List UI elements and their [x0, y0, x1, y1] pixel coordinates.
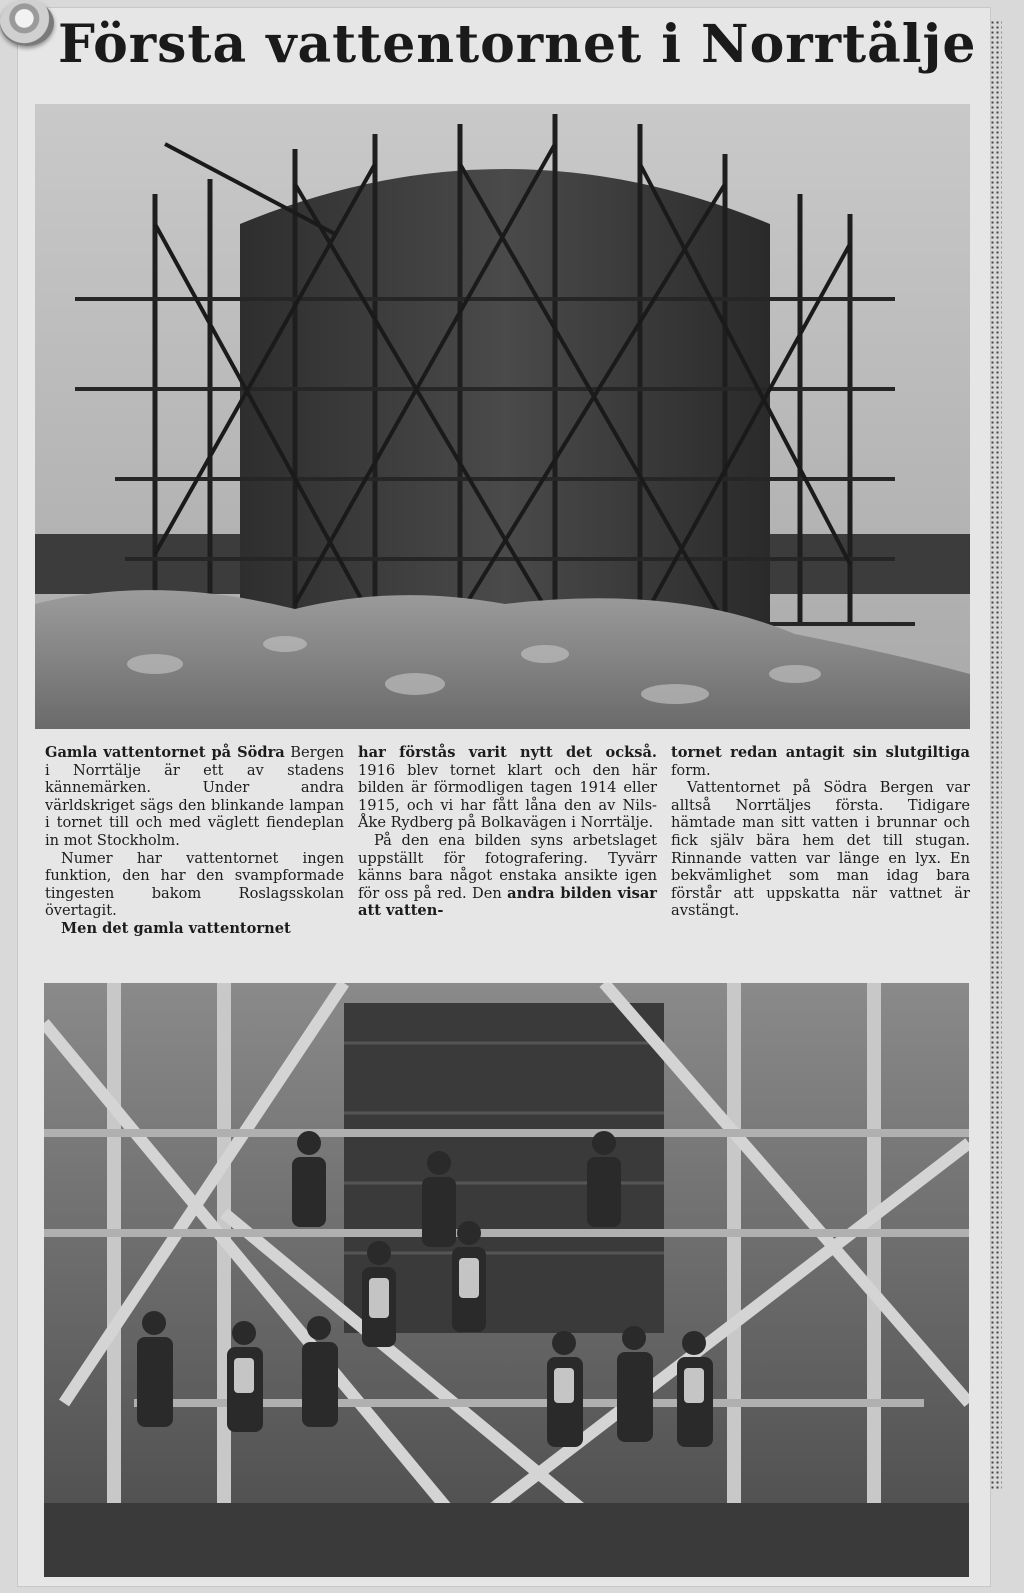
column2-paragraph-1: har förstås varit nytt det också. 1916 blev tornet klart och den här bilden är förmodligen tagen 1914 eller 1915, och vi har fått låna den av Nils-Åke Rydberg på Bolkavägen i Norrtälje.	[358, 744, 657, 832]
column3-paragraph-1: tornet redan antagit sin slutgiltiga form.	[671, 744, 970, 779]
article-column-2	[358, 744, 657, 938]
article-column-1	[45, 744, 344, 938]
article-body	[45, 744, 970, 938]
cut-edge-border	[990, 20, 1002, 1490]
column1-paragraph-1: Gamla vattentornet på Södra Bergen i Norrtälje är ett av stadens kännemärken. Under andra världskriget sägs den blinkande lampan i tornet till och med väglett fiendeplan in mot Stockholm.	[45, 744, 344, 849]
column1-paragraph-3: Men det gamla vattentornet	[61, 919, 291, 937]
photo-work-crew	[44, 983, 969, 1577]
pushpin-icon	[0, 0, 54, 46]
column2-paragraph-2: På den ena bilden syns arbetslaget uppställt för fotografering. Tyvärr känns bara något enstaka ansikte igen för oss på red. Den andra bilden visar att vatten-	[358, 831, 657, 920]
photo-tower-construction	[35, 104, 970, 729]
column1-paragraph-2: Numer har vattentornet ingen funktion, den har den svampformade tingesten bakom Roslagsskolan övertagit.	[45, 849, 344, 920]
headline: Första vattentornet i Norrtälje	[58, 14, 977, 75]
article-column-3	[671, 744, 970, 938]
column3-paragraph-2: Vattentornet på Södra Bergen var alltså Norrtäljes första. Tidigare hämtade man sitt vatten i brunnar och fick själv bära hem det till stugan. Rinnande vatten var länge en lyx. En bekvämlighet som man idag bara förstår att uppskatta när vattnet är avstängt.	[671, 779, 970, 920]
